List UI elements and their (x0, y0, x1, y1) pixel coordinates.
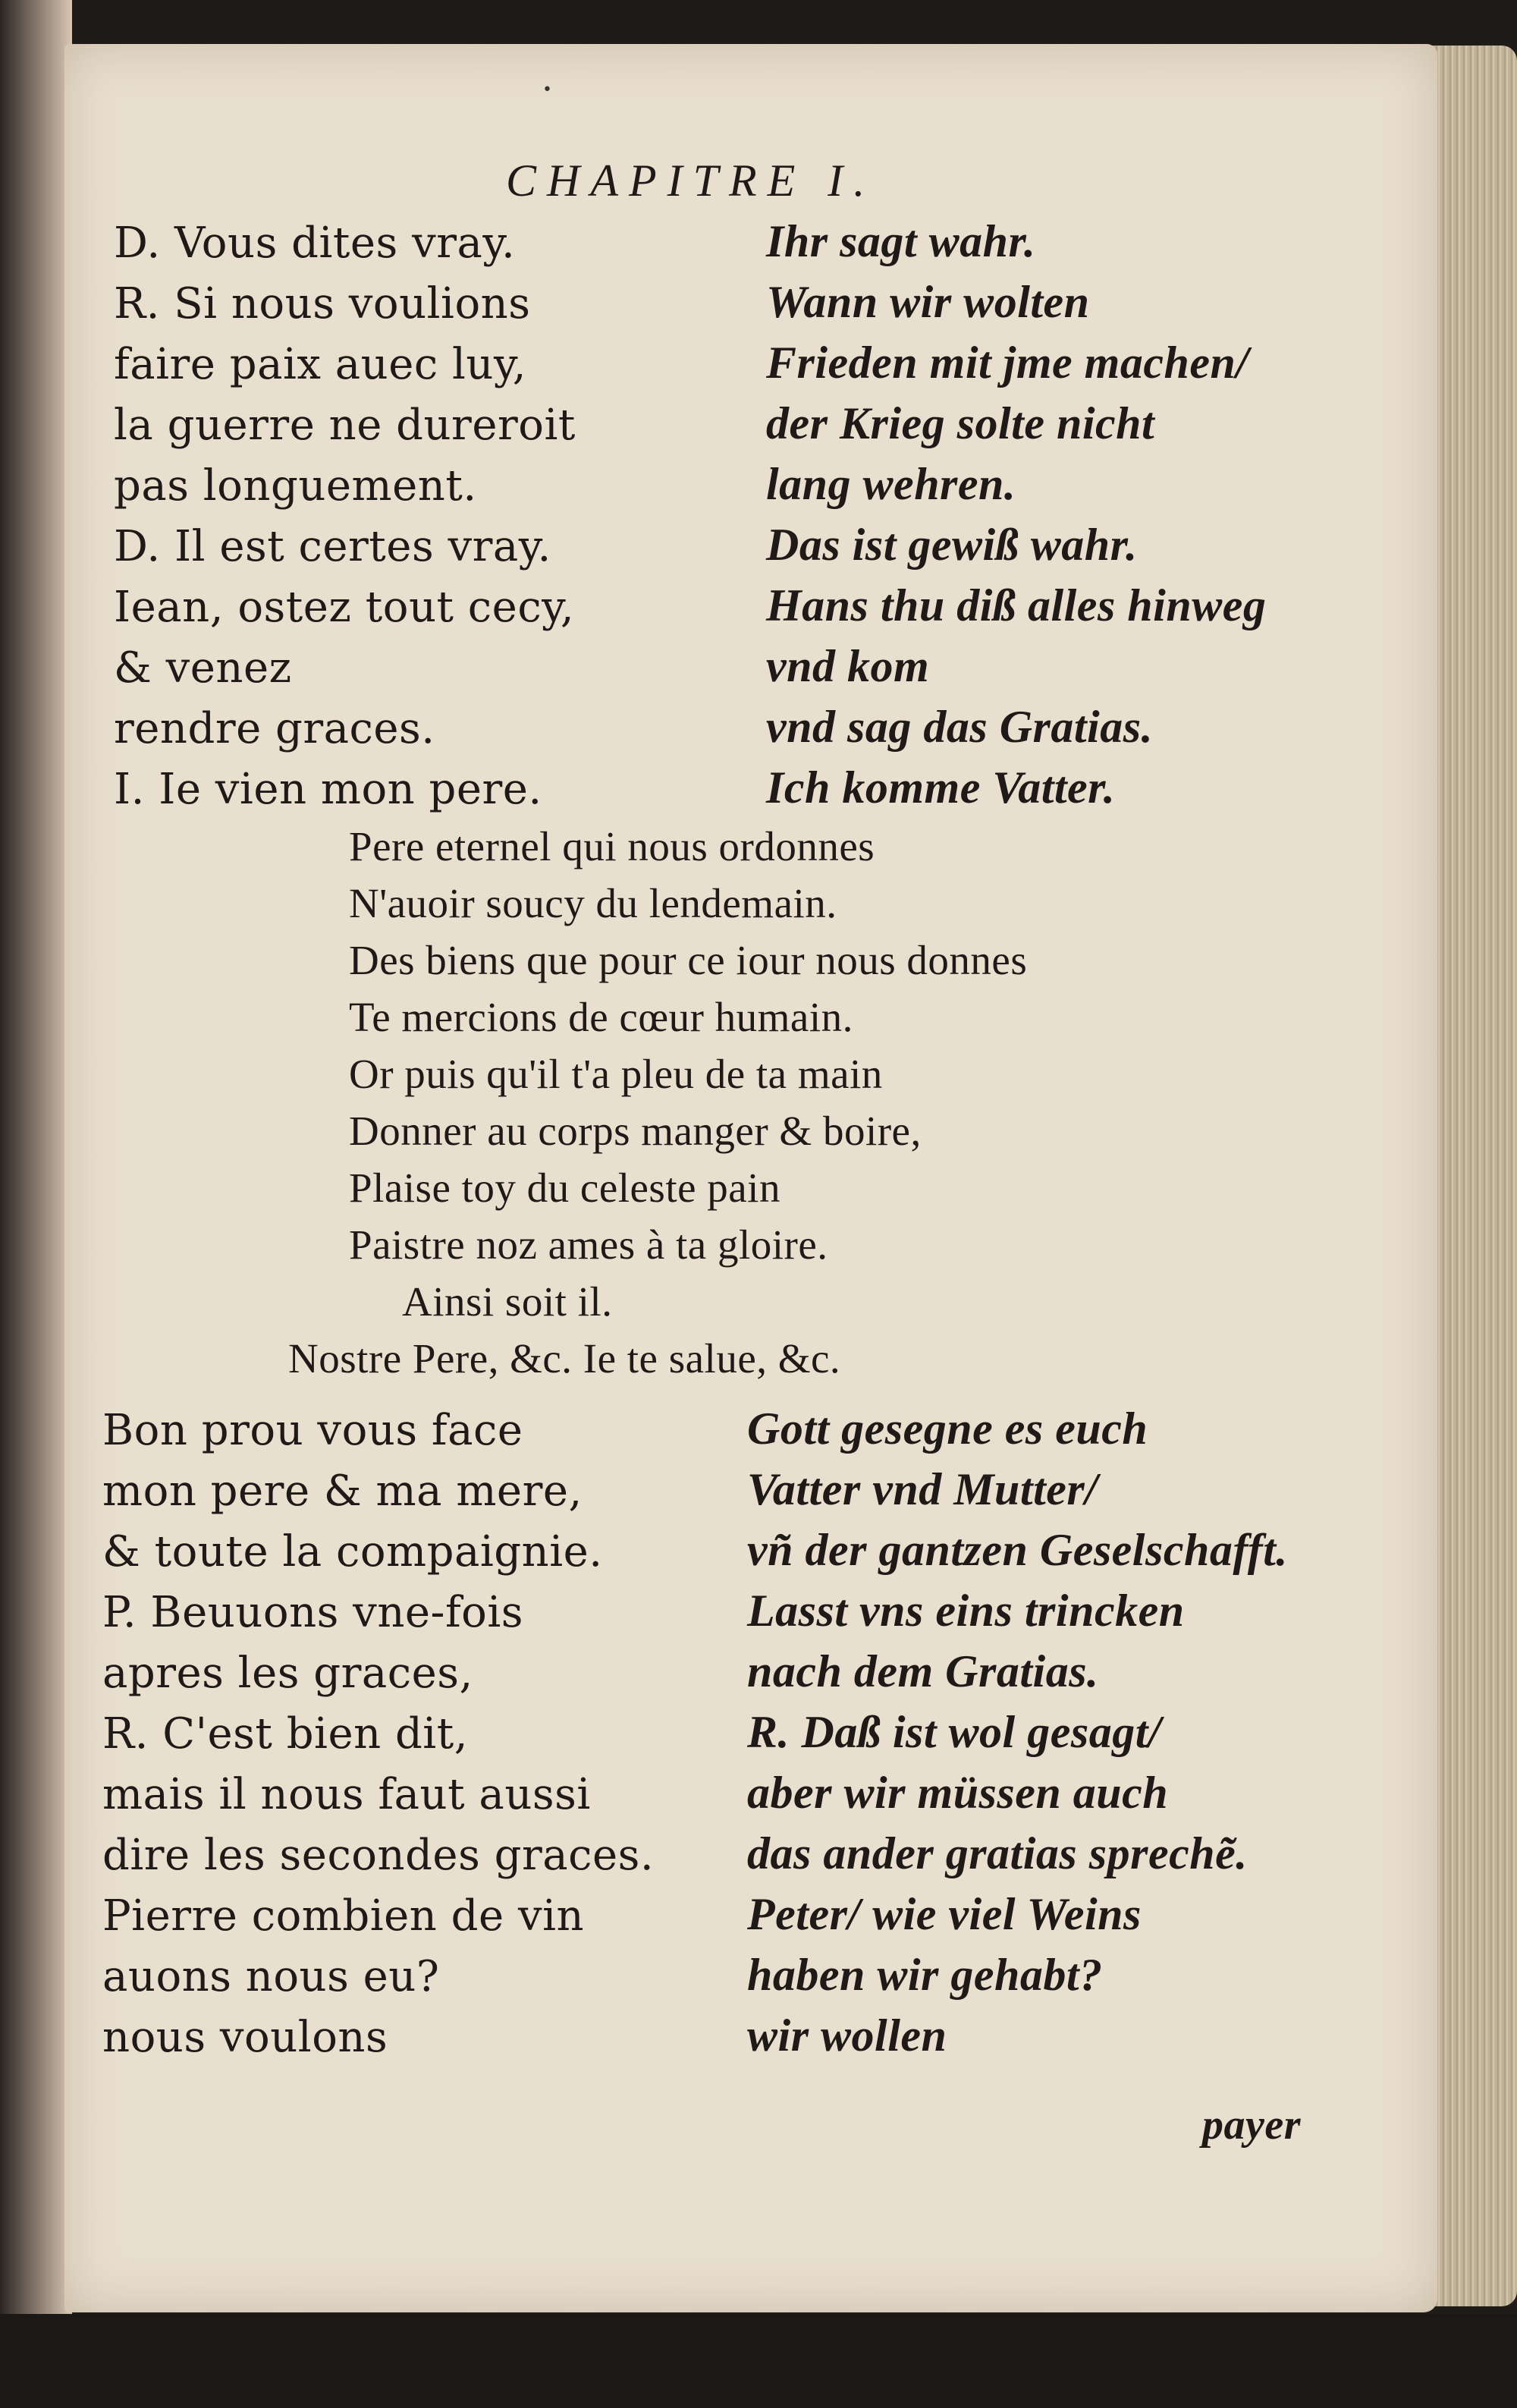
german-line: Gott gesegne es euch (747, 1404, 1148, 1454)
french-line: apres les graces, (102, 1649, 473, 1698)
german-line: vnd sag das Gratias. (766, 702, 1154, 752)
german-line: aber wir müssen auch (747, 1768, 1169, 1818)
prayer-line: N'auoir soucy du lendemain. (349, 880, 837, 926)
german-line: haben wir gehabt? (747, 1950, 1103, 2000)
french-line: rendre graces. (114, 704, 435, 753)
german-line: der Krieg solte nicht (766, 398, 1155, 448)
french-line: auons nous eu? (102, 1952, 440, 2001)
french-line: faire paix auec luy, (114, 340, 526, 389)
german-line: lang wehren. (766, 459, 1016, 509)
german-line: nach dem Gratias. (747, 1646, 1099, 1696)
german-line: vnd kom (766, 641, 930, 691)
prayer-line: Donner au corps manger & boire, (349, 1108, 922, 1154)
german-line: Ich komme Vatter. (766, 762, 1116, 813)
french-line: dire les secondes graces. (102, 1831, 655, 1880)
prayer-line: Pere eternel qui nous ordonnes (349, 823, 875, 869)
french-line: nous voulons (102, 2013, 388, 2062)
german-line: vñ der gantzen Geselschafft. (747, 1525, 1288, 1575)
german-line: Hans thu diß alles hinweg (766, 580, 1267, 630)
german-line: Peter/ wie viel Weins (747, 1889, 1142, 1939)
german-line: Frieden mit jme machen/ (766, 338, 1249, 388)
prayer-line: Or puis qu'il t'a pleu de ta main (349, 1051, 883, 1097)
prayer-line: Te mercions de cœur humain. (349, 994, 853, 1040)
french-line: & toute la compaignie. (102, 1527, 603, 1577)
catchword: payer (1202, 2101, 1302, 2149)
french-line: P. Beuuons vne-fois (102, 1588, 524, 1637)
prayer-line: Plaise toy du celeste pain (349, 1165, 780, 1211)
french-line: D. Vous dites vray. (114, 218, 516, 268)
ink-mark: • (542, 80, 552, 99)
french-line: mais il nous faut aussi (102, 1770, 591, 1819)
french-line: I. Ie vien mon pere. (114, 765, 542, 814)
bottom-shadow (0, 2314, 1517, 2408)
german-line: Vatter vnd Mutter/ (747, 1464, 1098, 1514)
german-line: Lasst vns eins trincken (747, 1586, 1185, 1636)
prayer-closing: Nostre Pere, &c. Ie te salue, &c. (288, 1335, 841, 1382)
french-line: & venez (114, 643, 292, 693)
french-line: mon pere & ma mere, (102, 1466, 583, 1516)
prayer-line: Paistre noz ames à ta gloire. (349, 1221, 828, 1268)
french-line: D. Il est certes vray. (114, 522, 551, 571)
german-line: R. Daß ist wol gesagt/ (747, 1707, 1162, 1757)
book-gutter (0, 0, 72, 2408)
french-line: Bon prou vous face (102, 1406, 523, 1455)
chapter-title: CHAPITRE I. (506, 156, 876, 206)
french-line: la guerre ne dureroit (114, 401, 576, 450)
german-line: Wann wir wolten (766, 277, 1090, 327)
prayer-line: Des biens que pour ce iour nous donnes (349, 937, 1028, 983)
french-line: R. Si nous voulions (114, 279, 531, 329)
german-line: Das ist gewiß wahr. (766, 520, 1138, 570)
german-line: das ander gratias sprechẽ. (747, 1828, 1248, 1878)
german-line: Ihr sagt wahr. (766, 216, 1036, 266)
book-page (64, 44, 1437, 2312)
prayer-amen: Ainsi soit il. (402, 1278, 613, 1325)
german-line: wir wollen (747, 2010, 947, 2061)
french-line: pas longuement. (114, 461, 477, 511)
french-line: R. C'est bien dit, (102, 1709, 469, 1759)
french-line: Pierre combien de vin (102, 1891, 585, 1941)
french-line: Iean, ostez tout cecy, (114, 583, 575, 632)
